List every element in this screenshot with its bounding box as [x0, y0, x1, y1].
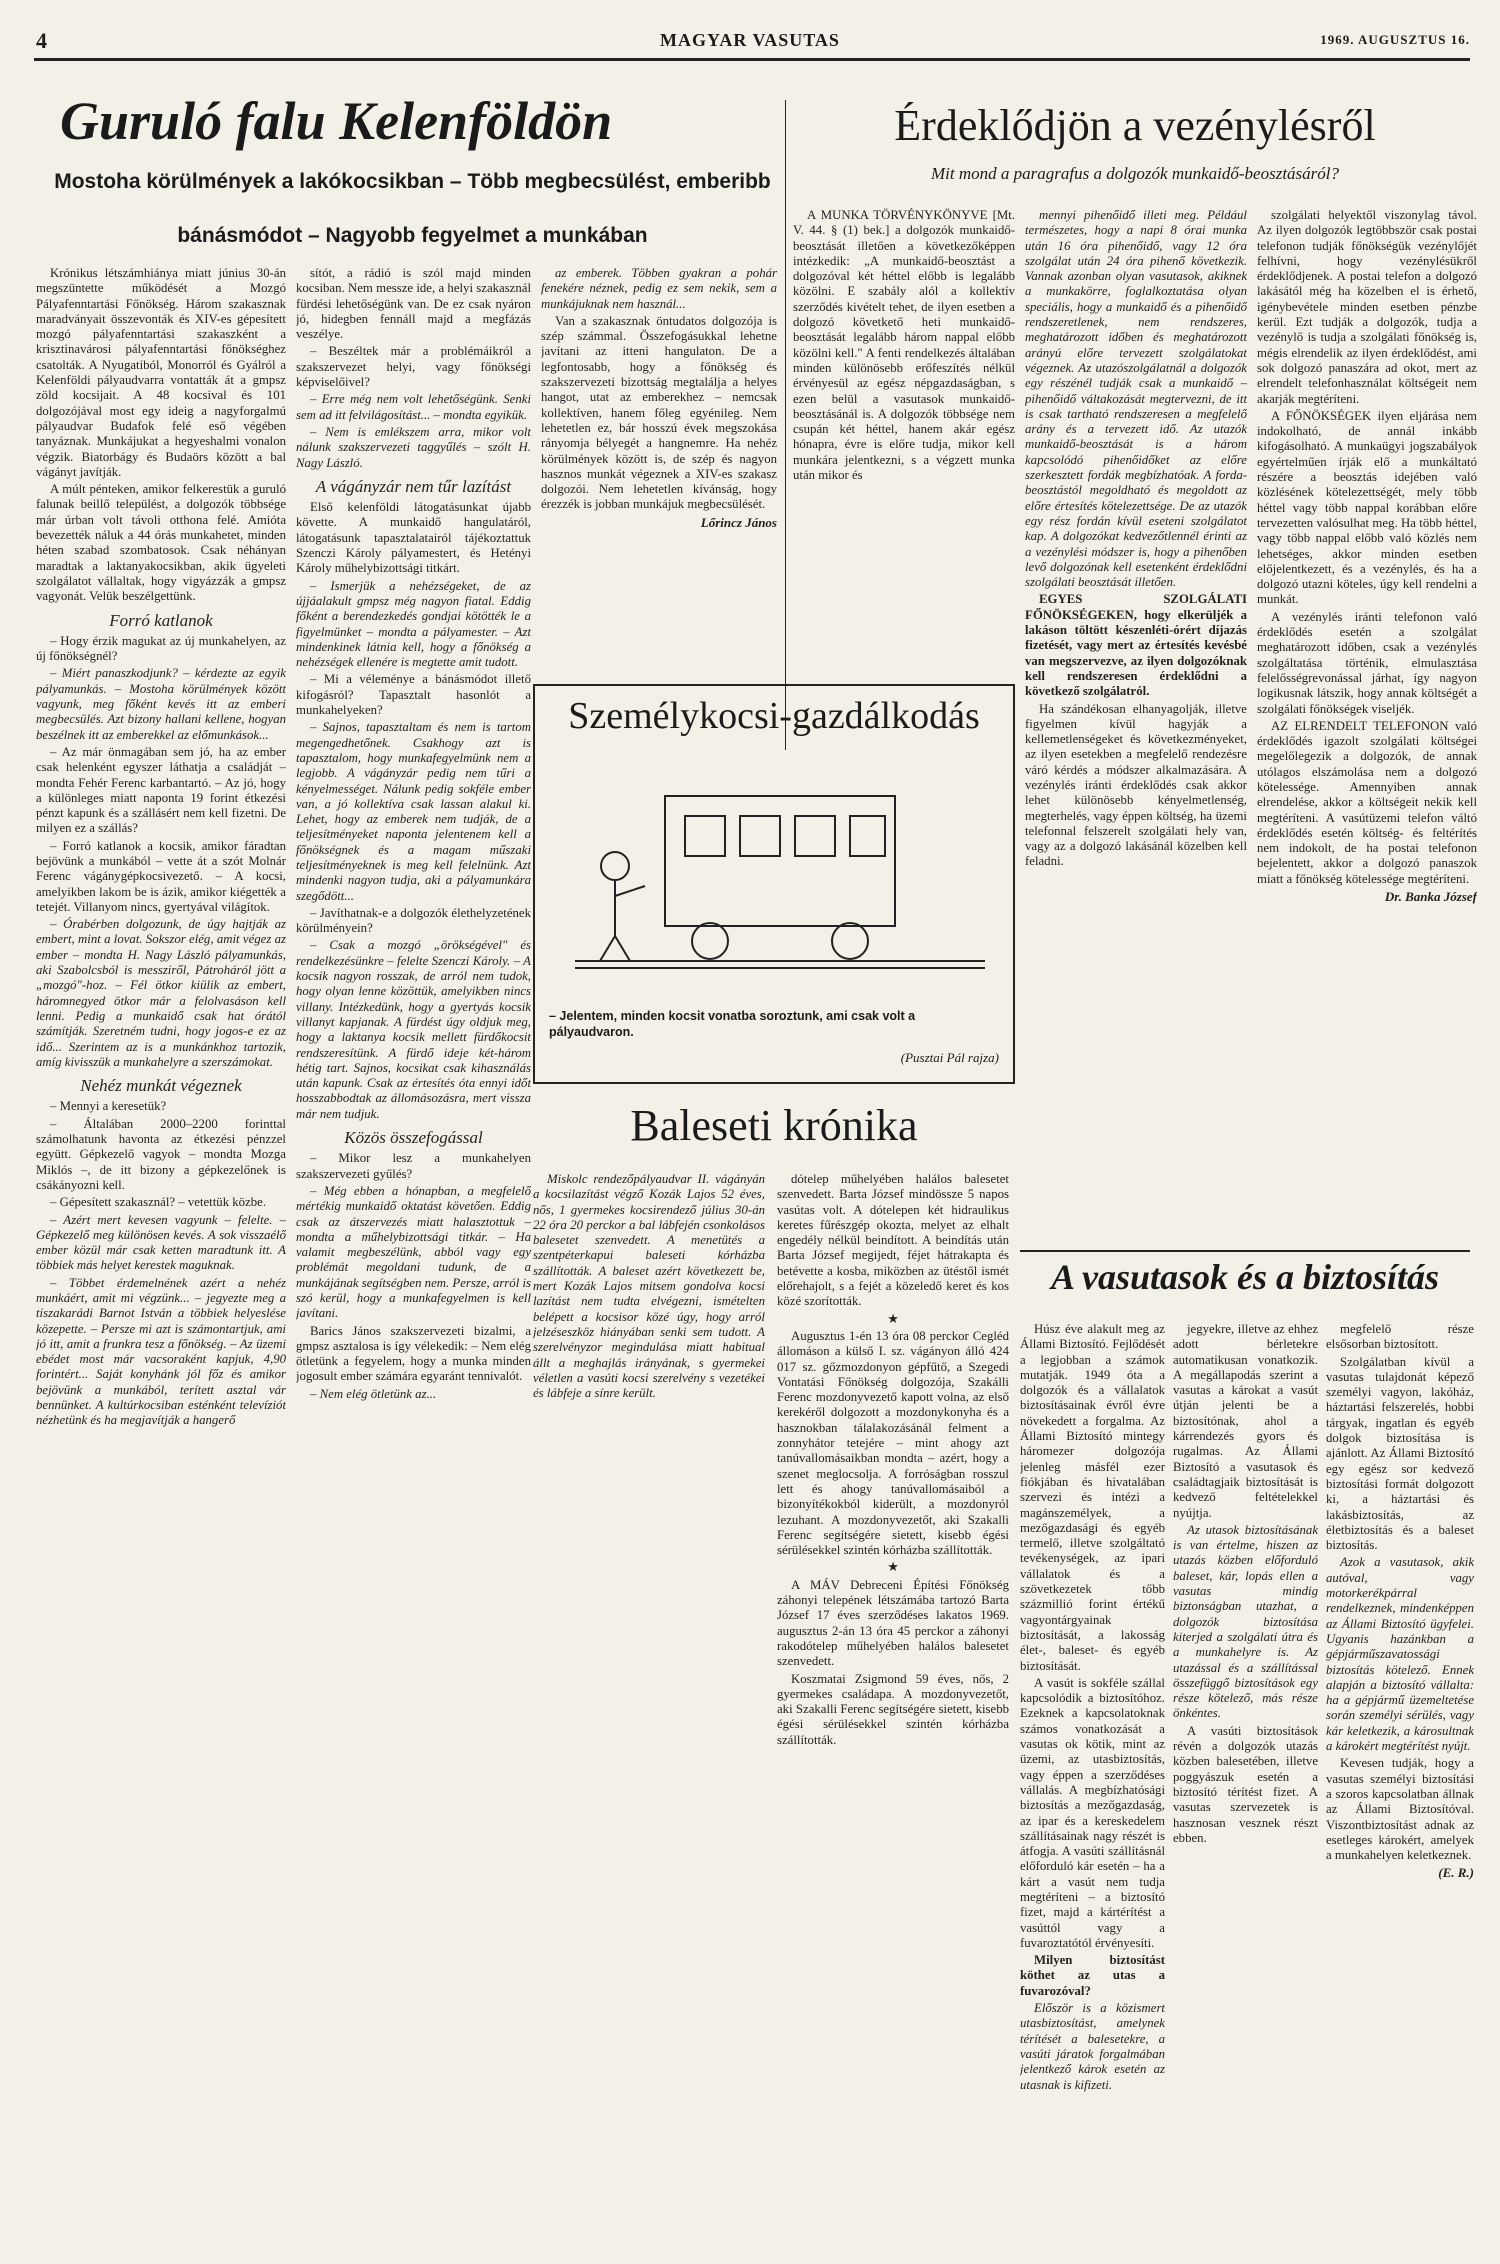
article4-title: Baleseti krónika	[630, 1101, 918, 1150]
article2-column-1	[793, 208, 1015, 678]
article1-subtitle-2: bánásmódot – Nagyobb fegyelmet a munkában	[177, 224, 648, 247]
paragraph: – Hogy érzik magukat az új munkahelyen, az új főnökségnél?	[36, 633, 286, 664]
article5-title: A vasutasok és a biztosítás	[1050, 1257, 1440, 1297]
paragraph: Koszmatai Zsigmond 59 éves, nős, 2 gyermekes családapa. A mozdonyvezetőt, aki Szakalli Ferenc segítségére sietett, kisebb égési sérülésekkel szintén kórházba szállították.	[777, 1671, 1009, 1747]
article1-column-1	[36, 266, 286, 2226]
cartoon-caption: – Jelentem, minden kocsit vonatba soroztunk, ami csak volt a pályaudvaron.	[549, 1009, 916, 1039]
paragraph: – Csak a mozgó „örökségével" és rendelkezésünkre – felelte Szenczi Károly. – A kocsik nagyon rosszak, de arról nem tudok, hogy olyan lenne közöttük, amelyikben nincs villany. Intézkedünk, hogy a gyertyás kocsik villanyt kapjanak. A fürdést úgy oldjuk meg, hogy a laktanya kocsik mellett fürdőkocsit rendszeresítünk. A fürdő ideje két-három hétig tart. Sajnos, kocsikat csak kihasználás után kapunk. Csak az értesítés óta ennyi időt hosszabbodtak az állomásozásra, mert vissza már nem tudjuk.	[296, 938, 531, 1121]
paragraph: Augusztus 1-én 13 óra 08 perckor Cegléd állomáson a külső I. sz. vágányon álló 424 017 sz. gőzmozdonyon gépfűtő, a Szegedi Vontatási Főnökség dolgozója, Szakálli Ferenc mozdonyvezető kapott volna, az első kerekéről dolgozott a mozdonykonyha és a hasznokban tálalakozásánál felment a zonnyhátor tetejére – mint ahogy azt tanúvallomásaikban mondta – azért, hogy a szenet meglocsolja. A forróságban rosszul lett és ahogy tanúvallomásaiból a bizonyítékokból kiderült, a mozdonyról lezuhant. A mozdonyvezetőt, aki Szakalli Ferenc segítségére sietett, kisebb égési sérülésekkel szintén kórházba szállították.	[777, 1328, 1009, 1558]
paragraph: az emberek. Többen gyakran a pohár fenekére néznek, pedig ez sem nekik, sem a munkájuknak nem használ...	[541, 266, 777, 311]
paragraph: – Erre még nem volt lehetőségünk. Senki sem ad itt felvilágosítást... – mondta egyikük.	[296, 392, 531, 422]
paragraph: jegyekre, illetve az ehhez adott bérletekre automatikusan vonatkozik. A megállapodás szerint a vasutas a károkat a vasút útján jelenti be a biztosítónak, ahol a kárrendezés gyors és rugalmas. Az Állami Biztosító a vasutasok és családtagjaik biztosítását is kedvező feltételekkel nyújtja.	[1173, 1322, 1318, 1520]
star-separator-icon: ★	[887, 1560, 899, 1575]
paragraph: – Általában 2000–2200 forinttal számolhatunk havonta az étkezési pénzzel együtt. Gépkezelő vagyok – mondta Mozga Miklós –, de itt bizony a gépkezelőnek is csákányozni kell.	[36, 1116, 286, 1192]
paragraph: – Forró katlanok a kocsik, amikor fáradtan bejövünk a munkából – vette át a szót Molnár Ferenc vágánygépkocsivezető. – A kocsi, amelyikben lakom be is ázik, amikor kiégették a tetejét. Villanyom nincs, gyertyával világítok.	[36, 838, 286, 914]
paragraph: Krónikus létszámhiánya miatt június 30-án megszüntette működését a Mozgó Pályafenntartási Főnökség. Három szakasznak maradványait összevonták és XIV-es gépesített mozgó pályafenntartási szakaszként a krisztinavárosi pályafenntartási főnökséghez csatolták. A Nyugatiból, Monorról és Gyálról a Kelenföldi pályaudvarra vontatták át a gmpsz zöld kocsijait. A 48 kocsival és 101 dolgozójával most egy ideig a nagyforgalmú pályaudvar Budafok felé eső végében tanyáznak. Munkájukat a hegyeshalmi vonalon végzik. Biatorbágy és Budaörs között a bal vágányt javítják.	[36, 266, 286, 479]
paragraph: – Ismerjük a nehézségeket, de az újjáalakult gmpsz még nagyon fiatal. Eddig főként a berendezkedés gondjai kötötték le a figyelmünket – mondta a pályamester. – Azt mindenkinek látnia kell, hogy a főnökség a nehézségek ellenére is megtette amit tudott.	[296, 578, 531, 670]
paragraph: Miskolc rendezőpályaudvar II. vágányán a kocsilazítást végző Kozák Lajos 52 éves, nős, 1 gyermekes kocsirendező július 30-án 22 óra 20 perckor a bal lábfején csonkolásos balesetet szenvedett. A menetütés a szentpéterkapui baleseti kórházba szállították. A baleset azért következett be, mert Kozák Lajos mitsem gondolva kocsi lazítást nem tudta elvégezni, ismételten belépett a kocsisor közé úgy, hogy arról jelzéseszköz hiányában senki sem tudott. A szerelvényzor megindulása miatt habitual állt a meghajlás irányának, s gyermekei véletlen a vasúti kocsi szerelvény s vezetékei és lábfeje a sínre került.	[533, 1172, 765, 1401]
paragraph: – Sajnos, tapasztaltam és nem is tartom megengedhetőnek. Csakhogy azt is tapasztalom, hogy munkafegyelmünk nem a legjobb. A vágányzár pedig nem tűri a kényelmességet. Nálunk pedig sokféle ember van, a jó kollektíva csak lassan alakul ki. Lehet, hogy az emberek nem tudják, de a teljesítményeket naponta jelentenem kell a főnökségnek és a magam műszaki teljesítményeknek is meg kell felelnünk. Azt mindenki nagyon tudja, aki a pályamunkára szegődött...	[296, 720, 531, 903]
article4-column-2	[777, 1172, 1009, 2232]
paragraph: A MUNKA TÖRVÉNYKÖNYVE [Mt. V. 44. § (1) bek.] a dolgozók munkaidő-beosztását illetően a következőképpen intézkedik: „A munkaidő-beosztást a dolgozóval két héttel előbb is legalább közölni. E szabály alól a kollektív szerződés kivételt tehet, de ilyen esetben a dolgozó követkető heti munkaidő-beosztását legalább három nappal előbb közölni kell." A fenti rendelkezés általában minden különösebb erőfeszítés nélkül érvényesül az egész népgazdaságban, s ezen belül a vasutasok munkaidő-beosztásánál is. A dolgozók többsége nem csupán két héttel, hanem akár egész hónapra, évre is előre tudja, mikor kell munkára jelentkezni, s a végzett munka után mikor és	[793, 208, 1015, 483]
paper-name: MAGYAR VASUTAS	[660, 30, 840, 50]
paragraph: – Az már önmagában sem jó, ha az ember csak helenként egyszer láthatja a családját – mondta Fehér Ferenc karbantartó. – Az jó, hogy a különleges miatt naponta 19 forint étkezési pénzt kapunk és a szállásért nem kell fizetni. De milyen ez a szállás?	[36, 744, 286, 836]
article2-author: Dr. Banka József	[1384, 889, 1477, 905]
header-rule	[34, 58, 1470, 61]
paragraph: Milyen biztosítást köthet az utas a fuvarozóval?	[1020, 1953, 1165, 1998]
paragraph: dótelep műhelyében halálos balesetet szenvedett. Barta József mindössze 5 napos vasútas volt. A dótelepen két hidraulikus keretes fűrészgép okozta, melyet az elhalt engedély nélkül beindított. A beindítás után Barta József megijedt, féjet hátrakapta és betévette a kosba, miközben az ütéstől ismét előrehajolt, s a fejét a közeledő keret és kos közé szorították.	[777, 1172, 1009, 1309]
paragraph: Első kelenföldi látogatásunkat újabb követte. A munkaidő hangulatáról, látogatásunk tapasztalatairól tájékoztattuk Szenczi Károly pályamestert, és Hetényi Károly műhelybizottsági titkárt.	[296, 500, 531, 576]
paragraph: – Nem elég ötletünk az...	[310, 1386, 437, 1401]
paragraph: Van a szakasznak öntudatos dolgozója is szép számmal. Összefogásukkal lehetne javítani az itteni hangulaton. De a legfontosabb, hogy a főnökség és szakszervezeti bizottság megtalálja a helyes hangot, utat az emberekhez – nemcsak kollektíven, hanem főleg egyénileg. Nem lehetetlen ez, bár hosszú évek megszokása rányomja bélyegét a hangnemre. Ha nehéz körülmények között is, de szép és nagyon hasznos munkát végeznek a XIV-es szakasz dolgozói. Nem lehetetlen kívánság, hogy érezzék is jobban munkájuk megbecsülését.	[541, 313, 777, 512]
article5-column-1	[1020, 1322, 1165, 2232]
paragraph: Barics János szakszervezeti bizalmi, a gmpsz asztalosa is így vélekedik: – Nem elég ötletünk a fegyelem, hogy a munka minden jogosult ember számára egyaránt tennivalót.	[296, 1323, 531, 1384]
article2-subtitle: Mit mond a paragrafus a dolgozók munkaidő-beosztásáról?	[931, 164, 1339, 183]
paragraph: Szolgálatban kívül a vasutas tulajdonát képező személyi vagyon, lakóház, háztartási felszerelés, hobbi tárgyak, ingatlan és egyéb dolgok biztosítása is ajánlott. Az Állami Biztosító egy egész sor kedvező biztosítási formát dolgozott ki, a háztartási és lakásbiztosítás, az életbiztosítás és a baleset biztosítás.	[1326, 1354, 1474, 1553]
subheading-forro: Forró katlanok	[109, 610, 213, 630]
article1-column-2	[296, 266, 531, 2226]
article2-title: Érdeklődjön a vezénylésről	[894, 101, 1376, 150]
paragraph: EGYES SZOLGÁLATI FŐNÖKSÉGEKEN, hogy elkerüljék a lakáson töltött készenléti-órért díjazás fizetését, vagy mert az értesítés kevésbé van megszervezve, az ilyen dolgozóknak kell rendszeresen érdeklődni a következő szolgálatról.	[1025, 592, 1247, 699]
subheading-kozos: Közös összefogással	[344, 1128, 483, 1148]
paragraph: – Többet érdemelnének azért a nehéz munkáért, amit mi végzünk... – jegyezte meg a tiszakarádi Barnot István a többiek helyeslése közepette. – Persze mi azt is számontartjuk, ami jó itt, amit a frunkra tesz a főnökség. – Az üzemi ebédet most már vacsoraként kapjuk, 4,90 forintért... Saját konyhánk jól főz és amikor bejövünk a munkából, terített asztal vár bennünket. A kultúrkocsiban esténként televíziót nézhetünk és ha megjavítják a hangerő	[36, 1275, 286, 1428]
paragraph: Azok a vasutasok, akik autóval, vagy motorkerékpárral rendelkeznek, mindenképpen az Állami Biztosító ügyfelei. Ugyanis hazánkban a gépjárműszavatossági biztosítás kötelező. Ennek alapján a biztosító vállalta: ha a gépjármű üzemeltetése során személyi sérülés, vagy kár keletkezik, a károsultnak a károkért megtérítést nyújt.	[1326, 1555, 1474, 1754]
paragraph: – Gépesített szakasznál? – vetettük közbe.	[50, 1195, 267, 1210]
paragraph: A vasút is sokféle szállal kapcsolódik a biztosítóhoz. Ezeknek a kapcsolatoknak számos vonatkozását a vasutas ok kötik, mint az üzemi, az utasbiztosítás, vagy éppen a szerződéses vállalás. A megbízhatósági biztosítás a mezőgazdaság, az ipar és a kereskedelem szállításainak nagy részét is átfogja. A vasúti szállításnál előforduló kár esetén – ha a kárt a vasút nem tudja megtéríteni – a biztosító fizet, majd a kártérítést a vasúttól vagy a fuvaroztatótól érvényesíti.	[1020, 1675, 1165, 1950]
star-separator-icon: ★	[887, 1311, 899, 1326]
article5-author: (E. R.)	[1438, 1865, 1474, 1881]
article1-title: Guruló falu Kelenföldön	[60, 91, 613, 151]
article3-title: Személykocsi-gazdálkodás	[568, 695, 980, 737]
article5-column-2	[1173, 1322, 1318, 2232]
paragraph: – Azért mert kevesen vagyunk – felelte. – Gépkezelő meg különösen kevés. A sok visszaélő ember közül már csak ketten maradtunk itt. A többiek más helyet kerestek maguknak.	[36, 1212, 286, 1273]
cartoon-credit: (Pusztai Pál rajza)	[900, 1050, 999, 1065]
cartoon-wheel	[692, 923, 728, 959]
paragraph: Ha szándékosan elhanyagolják, illetve figyelmen kívül hagyják a kellemetlenségeket és következményeket, az ilyen esetekben a megfelelő rendezésre váró kérdés a módszer alkalmazására. A vezénylés iránti érdeklődés csak akkor lehet különösebb kényelmetlenség, megterhelés, vagy éppen költség, ha üzemi telefonnal felszerelt szolgálati hely van, vagy az a dolgozó lakásánál közelben kell feladni.	[1025, 701, 1247, 869]
cartoon-window	[685, 816, 725, 856]
page-number: 4	[36, 28, 48, 53]
paragraph: A vezénylés iránti telefonon való érdeklődés esetén a szolgálat meghatározott időben, csak a vezénylés szolgáltatása történik, elmulasztása felelősségrevonással járhat, így nagyon logikusnak látszik, hogy annak költségét a szolgálati főnökségek viseljék.	[1257, 609, 1477, 716]
column-divider	[785, 100, 786, 750]
subheading-nehez: Nehéz munkát végeznek	[80, 1076, 242, 1096]
paragraph: A MÁV Debreceni Építési Főnökség záhonyi telepének létszámába tartozó Barta József 17 éves szerződéses lakatos 1969. augusztus 2-án 13 óra 45 perckor a záhonyi rakodótelep műhelyében halálos balesetet szenvedett.	[777, 1577, 1009, 1669]
paragraph: Először is a közismert utasbiztosítást, amelynek térítését a balesetekre, a vasúti járatok forgalmában jelentkező károk esetén az utasnak is kifizeti.	[1020, 2001, 1165, 2092]
cartoon-wheel	[832, 923, 868, 959]
article2-column-3	[1257, 208, 1477, 1243]
cartoon-window	[795, 816, 835, 856]
article5-column-3	[1326, 1322, 1474, 2232]
article1-author: Lőrincz János	[700, 514, 777, 530]
article1-subtitle-1: Mostoha körülmények a lakókocsikban – Több megbecsülést, emberibb	[54, 170, 771, 193]
paragraph: – Még ebben a hónapban, a megfelelő mértékig munkaidő oktatást követően. Eddig csak az átszervezés miatt halasztottuk – mondta a műhelybizottsági titkár. – Ha valamit megbeszélünk, abból vagy egy problémát megoldani tudunk, de a munkájának segítségben nem. Persze, arról is szó kerül, hogy a munkafegyelmen is kell javítani.	[296, 1183, 531, 1321]
paragraph: mennyi pihenőidő illeti meg. Például természetes, hogy a napi 8 órai munka után 16 óra pihenőidő, vagy 12 óra szolgálat után 24 óra pihenő következik. Vannak azonban olyan vasutasok, akiknek a munkakörre, foglalkoztatása olyan speciális, hogy a munkaidő és a pihenőidő rendszeretlenek, nem rendszeres, meghatározott időben és meghatározott arányú előre tervezett szolgálatokat végeznek. Az utazószolgálatnál a dolgozók egy részénél tudják csak a munkaidő – pihenőidő váltakozását megtervezni, de itt is csak tartható rendszeresen a megfelelő arány és a tervezett idő. Az utazók munkaidő-beosztását is a három kapcsolódó pihenőidőket az előre szerkesztett fordák megbízhatóak. A forda-beosztástól megoldható és megoldott az előre értesítés kötelezettsége. De az utazók egy rész fordán kívül eseteni szolgálatot kap. A dolgozókat kedvezőtlennél érinti az a vezénylési módszer is, hogy a pihenőben levő dolgozónak kell esetenként érdeklődni szolgálati beosztását illetően.	[1025, 208, 1247, 590]
article5-top-rule	[1020, 1250, 1470, 1252]
cartoon-box	[533, 684, 1015, 1084]
paragraph: szolgálati helyektől viszonylag távol. Az ilyen dolgozók legtöbbször csak postai telefonon tudják főnökségük vezénylőjét felhívni, hogy vezénylésükről érdeklődjenek. A postai telefon a dolgozó lakásától még ha közelben el is érhető, igénybevétele minden esetben pénzbe kerül. Ezt tudják a dolgozók, tudja a vezénylő is tudja a szolgálati főnökség is, mégis elrendelik az ilyen érdeklődést, ami sok dolgozó panaszára ad okot, mert az elrendelt telefonhasználat költségeit nem akarják megtéríteni.	[1257, 208, 1477, 406]
issue-date: 1969. AUGUSZTUS 16.	[1320, 32, 1470, 47]
paragraph: – Mi a véleménye a bánásmódot illető kifogásról? Tapasztalt hasonlót a munkahelyeken?	[296, 672, 531, 718]
paragraph: – Beszéltek már a problémáikról a szakszervezet helyi, vagy főnökségi képviselőivel?	[296, 344, 531, 390]
paragraph: megfelelő része elsősorban biztosított.	[1326, 1322, 1474, 1352]
subheading-vaganyzar: A vágányzár nem tűr lazítást	[315, 476, 512, 496]
cartoon-window	[740, 816, 780, 856]
paragraph: – Mennyi a keresetük?	[50, 1099, 167, 1114]
paragraph: Húsz éve alakult meg az Állami Biztosító. Fejlődését a legjobban a számok mutatják. 1949 óta a dolgozók és a vállalatok biztosításainak évről évre növekedett a forgalma. Az Állami Biztosító mintegy háromezer dolgozója jelenleg másfél ezer fiókjában és hivatalában szervezi és intézi a magánszemélyek, a mezőgazdasági és egyéb termelő, illetve szolgáltató tevékenységek, az ipari vállalatok és a szövetkezetek tőbb százmillió forint értékű vagyontárgyainak biztosítását, a lakosság élet-, baleset- és egyéb biztosítását.	[1020, 1322, 1165, 1673]
paragraph: – Javíthatnak-e a dolgozók élethelyzetének körülményein?	[296, 905, 531, 936]
paragraph: – Nem is emlékszem arra, mikor volt nálunk szakszervezeti taggyűlés – szólt H. Nagy László.	[296, 424, 531, 470]
article1-column-3	[541, 266, 777, 671]
cartoon-illustration	[545, 756, 1005, 1006]
cartoon-man-leg	[615, 936, 630, 961]
paragraph: – Miért panaszkodjunk? – kérdezte az egyik pályamunkás. – Mostoha körülmények között vagyunk, meg főként kevés itt az emberi megbecsülés. Azt bizony hallani kellene, hogyan beszélnek itt az emberekkel az előmunkások...	[36, 666, 286, 742]
paragraph: sítót, a rádió is szól majd minden kocsiban. Nem messze ide, a helyi szakasznál fürdési lehetőségünk van. De ez csak nyáron jó, hidegben fennáll majd a megfázás veszélye.	[296, 266, 531, 342]
cartoon-man-head	[601, 852, 629, 880]
article2-column-2	[1025, 208, 1247, 1243]
paragraph: Kevesen tudják, hogy a vasutas személyi biztosítási a szoros kapcsolatban állnak az Állami Biztosítóval. Viszontbiztosítást adnak az esetleges károkért, amelyek a munkahelyen keletkeznek.	[1326, 1756, 1474, 1863]
paragraph: AZ ELRENDELT TELEFONON való érdeklődés igazolt szolgálati költségei megelőlegezik a dolgozók, de annak utólagos elszámolása nem a dolgozó kötelessége. Amennyiben annak elrendelése, akkor a költségeit nekik kell megtéríteni. A vasútüzemi telefon váltó érdeklődés esetén költség- és feltérítés nem indokolt, de ha postai telefonon bejelentett, akkor a dolgozó panaszok miatt a főnökség kötelessége megtéríteni.	[1257, 718, 1477, 886]
paragraph: Az utasok biztosításának is van értelme, hiszen az utazás közben előforduló baleset, kár, lopás ellen a vasutas mindig biztonságban utazhat, a dolgozók biztosítása kiterjed a szolgálati útra és a munkahelyre is. Az utazással és a szállítással összefüggő biztosítások egy része kötelező, más része önkéntes.	[1173, 1522, 1318, 1721]
paragraph: A FŐNÖKSÉGEK ilyen eljárása nem indokolható, de annál inkább kifogásolható. A munkaügyi jogszabályok egyértelműen írják elő a munkáltató részére a beosztás idejében való közlésének kötelezettségét, mely több héttel vagy több nappal korábban előre tervezetten valósulhat meg. Ha több héttel, vagy több nappal előbb való közlés nem lehetséges, akkor minden esetben előjelentkezett, és a vezénylés, és ha a dolgozó utazni köteles, úgy kell rendelni a munkát.	[1257, 408, 1477, 607]
cartoon-man-leg	[600, 936, 615, 961]
paragraph: – Mikor lesz a munkahelyen szakszervezeti gyűlés?	[296, 1151, 531, 1181]
article4-column-1	[533, 1172, 765, 2232]
cartoon-man-arm	[615, 886, 645, 896]
cartoon-window	[850, 816, 885, 856]
paragraph: – Órabérben dolgozunk, de úgy hajtják az embert, mint a lovat. Sokszor elég, amit végez az ember – mondta H. Nagy László pályamunkás, aki Szabolcsból is messziről, Pátroháról jött a „mozgó"-hoz. – Fél ötkor kiülik az embert, háromnegyed ötkor már a felolvasáson kell lenni. Pedig a munkaidő csak hat órától számítják. Szeretném tudni, hogy jogos-e ez az idő... Szerintem az is a munkánkhoz tartozik, amíg kivisszük a munkahelyre a szerszámokat.	[36, 917, 286, 1069]
paragraph: A múlt pénteken, amikor felkerestük a guruló falunak beillő települést, a dolgozók többsége már úrban volt távoli otthona felé. Amióta bevezették náluk a 44 órás munkahetet, minden héten szabad szombatosok. Csak néhányan maradtak a laktanyakocsikban, akik ügyeleti szolgálatot vállaltak, hogy vigyázzák a gmpsz vagyonát. Velük beszélgettünk.	[36, 482, 286, 604]
paragraph: A vasúti biztosítások révén a dolgozók utazás közben balesetében, illetve poggyászuk esetén a biztosító térítést fizet. A vasutas szervezetek is hasznosan vesznek részt ebben.	[1173, 1723, 1318, 1845]
